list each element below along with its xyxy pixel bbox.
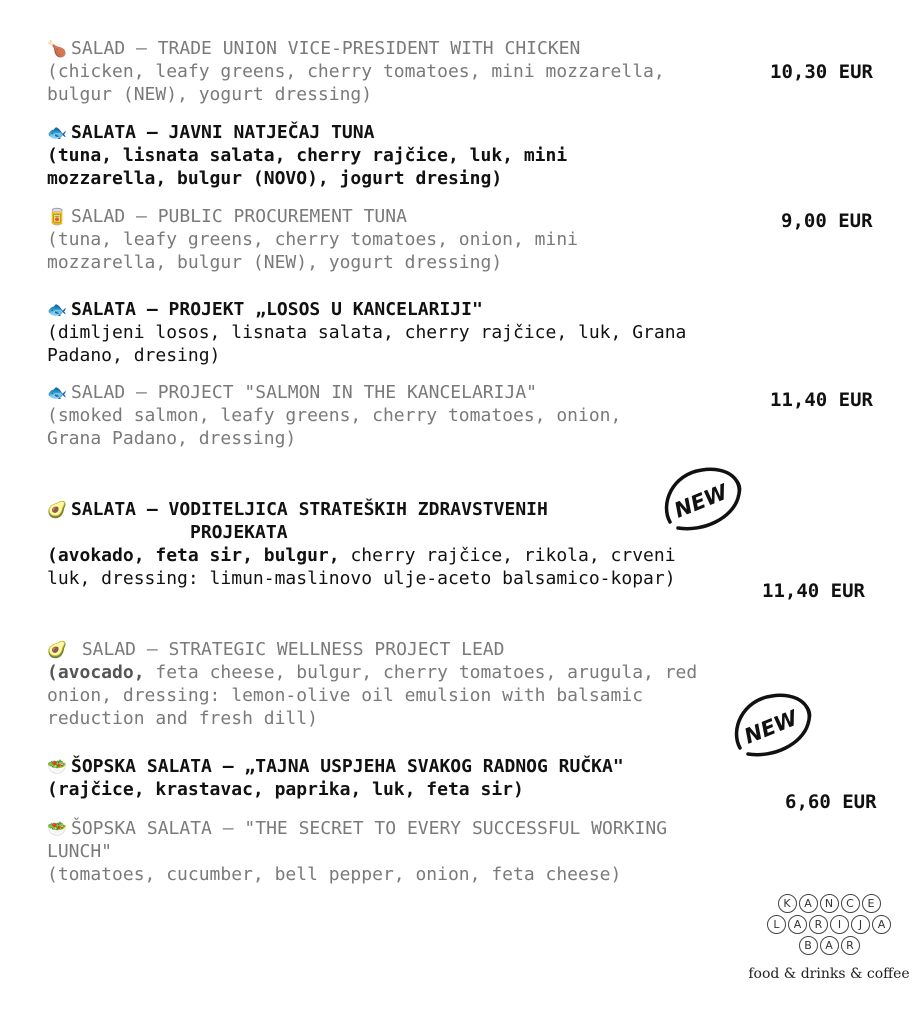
new-badge <box>660 464 744 538</box>
item-description: (rajčice, krastavac, paprika, luk, feta sir) <box>47 779 524 800</box>
menu-item-public-procurement-tuna-en <box>47 205 737 274</box>
menu-item-voditeljica-hr <box>47 498 737 590</box>
item-title: ŠOPSKA SALATA – „TAJNA USPJEHA SVAKOG RADNOG RUČKA" <box>71 756 624 777</box>
item-title: SALAD – TRADE UNION VICE-PRESIDENT WITH CHICKEN <box>71 38 581 59</box>
new-badge <box>730 690 814 764</box>
price-trade-union-chicken: 10,30 EUR <box>770 61 873 83</box>
logo-letter: R <box>841 936 860 955</box>
menu-item-sopska-en <box>47 817 687 886</box>
price-sopska: 6,60 EUR <box>785 791 877 813</box>
fish-icon: 🐟 <box>47 300 67 319</box>
kancelarija-bar-logo <box>744 894 914 982</box>
logo-row-2 <box>744 915 914 936</box>
item-title: SALAD – PUBLIC PROCUREMENT TUNA <box>71 206 407 227</box>
logo-letter: I <box>830 915 849 934</box>
item-title: SALATA – JAVNI NATJEČAJ TUNA <box>71 122 375 143</box>
avocado-icon: 🥑 <box>47 640 67 659</box>
new-badge-text: NEW <box>670 479 731 523</box>
tin-can-icon: 🥫 <box>47 207 67 226</box>
price-public-procurement-tuna: 9,00 EUR <box>781 210 873 232</box>
item-title: SALAD – PROJECT "SALMON IN THE KANCELARIJA" <box>71 382 537 403</box>
menu-item-losos-hr <box>47 298 737 367</box>
logo-letter: A <box>788 915 807 934</box>
logo-row-1 <box>744 894 914 915</box>
menu-item-sopska-hr <box>47 755 737 801</box>
item-description: (avokado, feta sir, bulgur, cherry rajčice, rikola, crveni luk, dressing: limun-maslinovo ulje-aceto balsamico-kopar) <box>47 545 676 589</box>
new-badge-text: NEW <box>740 705 801 749</box>
fish-icon: 🐟 <box>47 383 67 402</box>
chicken-leg-icon: 🍗 <box>47 39 67 58</box>
logo-letter: E <box>862 894 881 913</box>
logo-letter: A <box>820 936 839 955</box>
salad-bowl-icon: 🥗 <box>47 757 67 776</box>
item-description: (avocado, feta cheese, bulgur, cherry tomatoes, arugula, red onion, dressing: lemon-olive oil emulsion with balsamic reduction and fresh dill) <box>47 662 698 729</box>
logo-letter: J <box>851 915 870 934</box>
item-title: SALATA – PROJEKT „LOSOS U KANCELARIJI" <box>71 299 483 320</box>
logo-letter: N <box>820 894 839 913</box>
price-wellness-lead: 11,40 EUR <box>762 580 865 602</box>
logo-letter: A <box>872 915 891 934</box>
logo-letter: C <box>841 894 860 913</box>
fish-icon: 🐟 <box>47 123 67 142</box>
item-description: (tuna, lisnata salata, cherry rajčice, luk, mini mozzarella, bulgur (NOVO), jogurt dresing) <box>47 145 568 189</box>
logo-letter: L <box>767 915 786 934</box>
salad-bowl-icon: 🥗 <box>47 819 67 838</box>
item-title: SALATA – VODITELJICA STRATEŠKIH ZDRAVSTVENIH <box>71 499 548 520</box>
item-description: (smoked salmon, leafy greens, cherry tomatoes, onion, Grana Padano, dressing) <box>47 405 622 449</box>
menu-item-javni-natjecaj-tuna-hr <box>47 121 737 190</box>
item-title-continued: PROJEKATA <box>190 522 288 543</box>
menu-item-salmon-en <box>47 381 737 450</box>
logo-letter: R <box>809 915 828 934</box>
logo-letter: K <box>778 894 797 913</box>
item-title: ŠOPSKA SALATA – "THE SECRET TO EVERY SUCCESSFUL WORKING LUNCH" <box>47 818 668 862</box>
item-description: (dimljeni losos, lisnata salata, cherry rajčice, luk, Grana Padano, dresing) <box>47 322 687 366</box>
item-title: SALAD – STRATEGIC WELLNESS PROJECT LEAD <box>71 639 505 660</box>
avocado-icon: 🥑 <box>47 500 67 519</box>
menu-item-wellness-lead-en <box>47 638 737 730</box>
menu-item-trade-union-chicken-en <box>47 37 737 106</box>
item-description: (tomatoes, cucumber, bell pepper, onion, feta cheese) <box>47 864 622 885</box>
item-description: (chicken, leafy greens, cherry tomatoes, mini mozzarella, bulgur (NEW), yogurt dressing) <box>47 61 665 105</box>
item-description: (tuna, leafy greens, cherry tomatoes, onion, mini mozzarella, bulgur (NEW), yogurt dressing) <box>47 229 579 273</box>
logo-row-3 <box>744 936 914 957</box>
logo-letter: A <box>799 894 818 913</box>
logo-tagline: food & drinks & coffee <box>748 966 910 982</box>
price-salmon: 11,40 EUR <box>770 389 873 411</box>
logo-letter: B <box>799 936 818 955</box>
